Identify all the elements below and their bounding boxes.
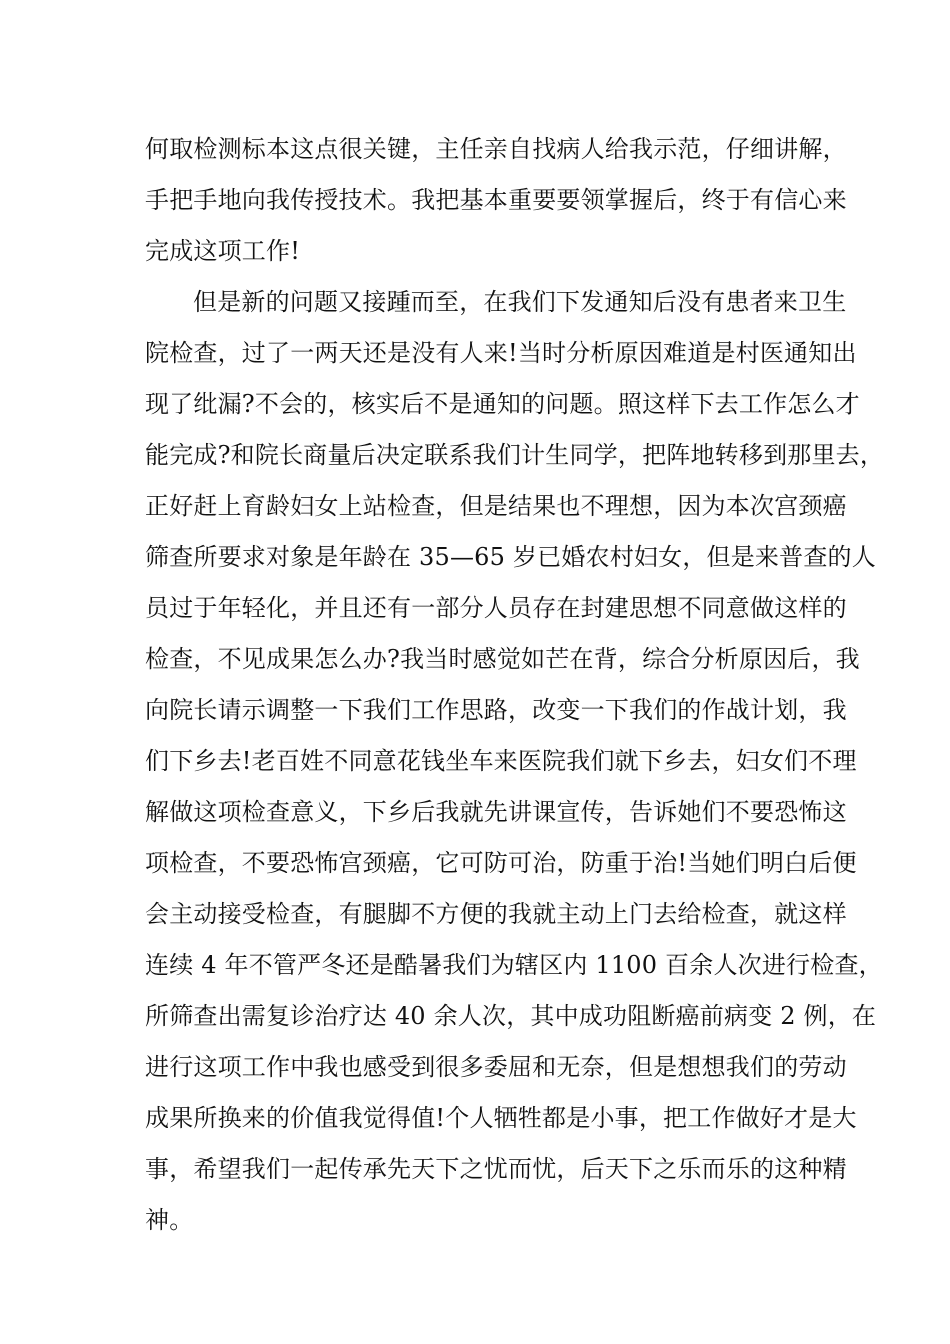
- text-line-21: 事，希望我们一起传承先天下之忧而忧，后天下之乐而乐的这种精: [145, 1155, 847, 1183]
- text-line-9: 筛查所要求对象是年龄在 35—65 岁已婚农村妇女，但是来普查的人: [145, 543, 876, 571]
- text-line-10: 员过于年轻化，并且还有一部分人员存在封建思想不同意做这样的: [145, 594, 847, 622]
- text-line-2: 手把手地向我传授技术。我把基本重要要领掌握后，终于有信心来: [145, 186, 847, 214]
- text-line-22: 神。: [145, 1206, 194, 1234]
- text-line-18: 所筛查出需复诊治疗达 40 余人次，其中成功阻断癌前病变 2 例，在: [145, 1002, 877, 1030]
- text-line-3: 完成这项工作!: [145, 237, 301, 265]
- text-line-16: 会主动接受检查，有腿脚不方便的我就主动上门去给检查，就这样: [145, 900, 847, 928]
- text-line-20: 成果所换来的价值我觉得值!个人牺牲都是小事，把工作做好才是大: [145, 1104, 857, 1132]
- text-line-1: 何取检测标本这点很关键，主任亲自找病人给我示范，仔细讲解，: [145, 135, 847, 163]
- text-line-14: 解做这项检查意义，下乡后我就先讲课宣传，告诉她们不要恐怖这: [145, 798, 847, 826]
- paragraph-start-line: 但是新的问题又接踵而至，在我们下发通知后没有患者来卫生: [193, 288, 847, 316]
- text-line-5: 院检查，过了一两天还是没有人来!当时分析原因难道是村医通知出: [145, 339, 857, 367]
- text-line-7: 能完成?和院长商量后决定联系我们计生同学，把阵地转移到那里去，: [145, 441, 885, 469]
- text-line-6: 现了纰漏?不会的，核实后不是通知的问题。照这样下去工作怎么才: [145, 390, 860, 418]
- text-line-15: 项检查，不要恐怖宫颈癌，它可防可治，防重于治!当她们明白后便: [145, 849, 857, 877]
- text-line-13: 们下乡去!老百姓不同意花钱坐车来医院我们就下乡去，妇女们不理: [145, 747, 857, 775]
- text-line-8: 正好赶上育龄妇女上站检查，但是结果也不理想，因为本次宫颈癌: [145, 492, 847, 520]
- text-line-12: 向院长请示调整一下我们工作思路，改变一下我们的作战计划，我: [145, 696, 847, 724]
- text-line-11: 检查，不见成果怎么办?我当时感觉如芒在背，综合分析原因后，我: [145, 645, 860, 673]
- text-line-17: 连续 4 年不管严冬还是酷暑我们为辖区内 1100 百余人次进行检查，: [145, 951, 883, 979]
- text-line-19: 进行这项工作中我也感受到很多委屈和无奈，但是想想我们的劳动: [145, 1053, 847, 1081]
